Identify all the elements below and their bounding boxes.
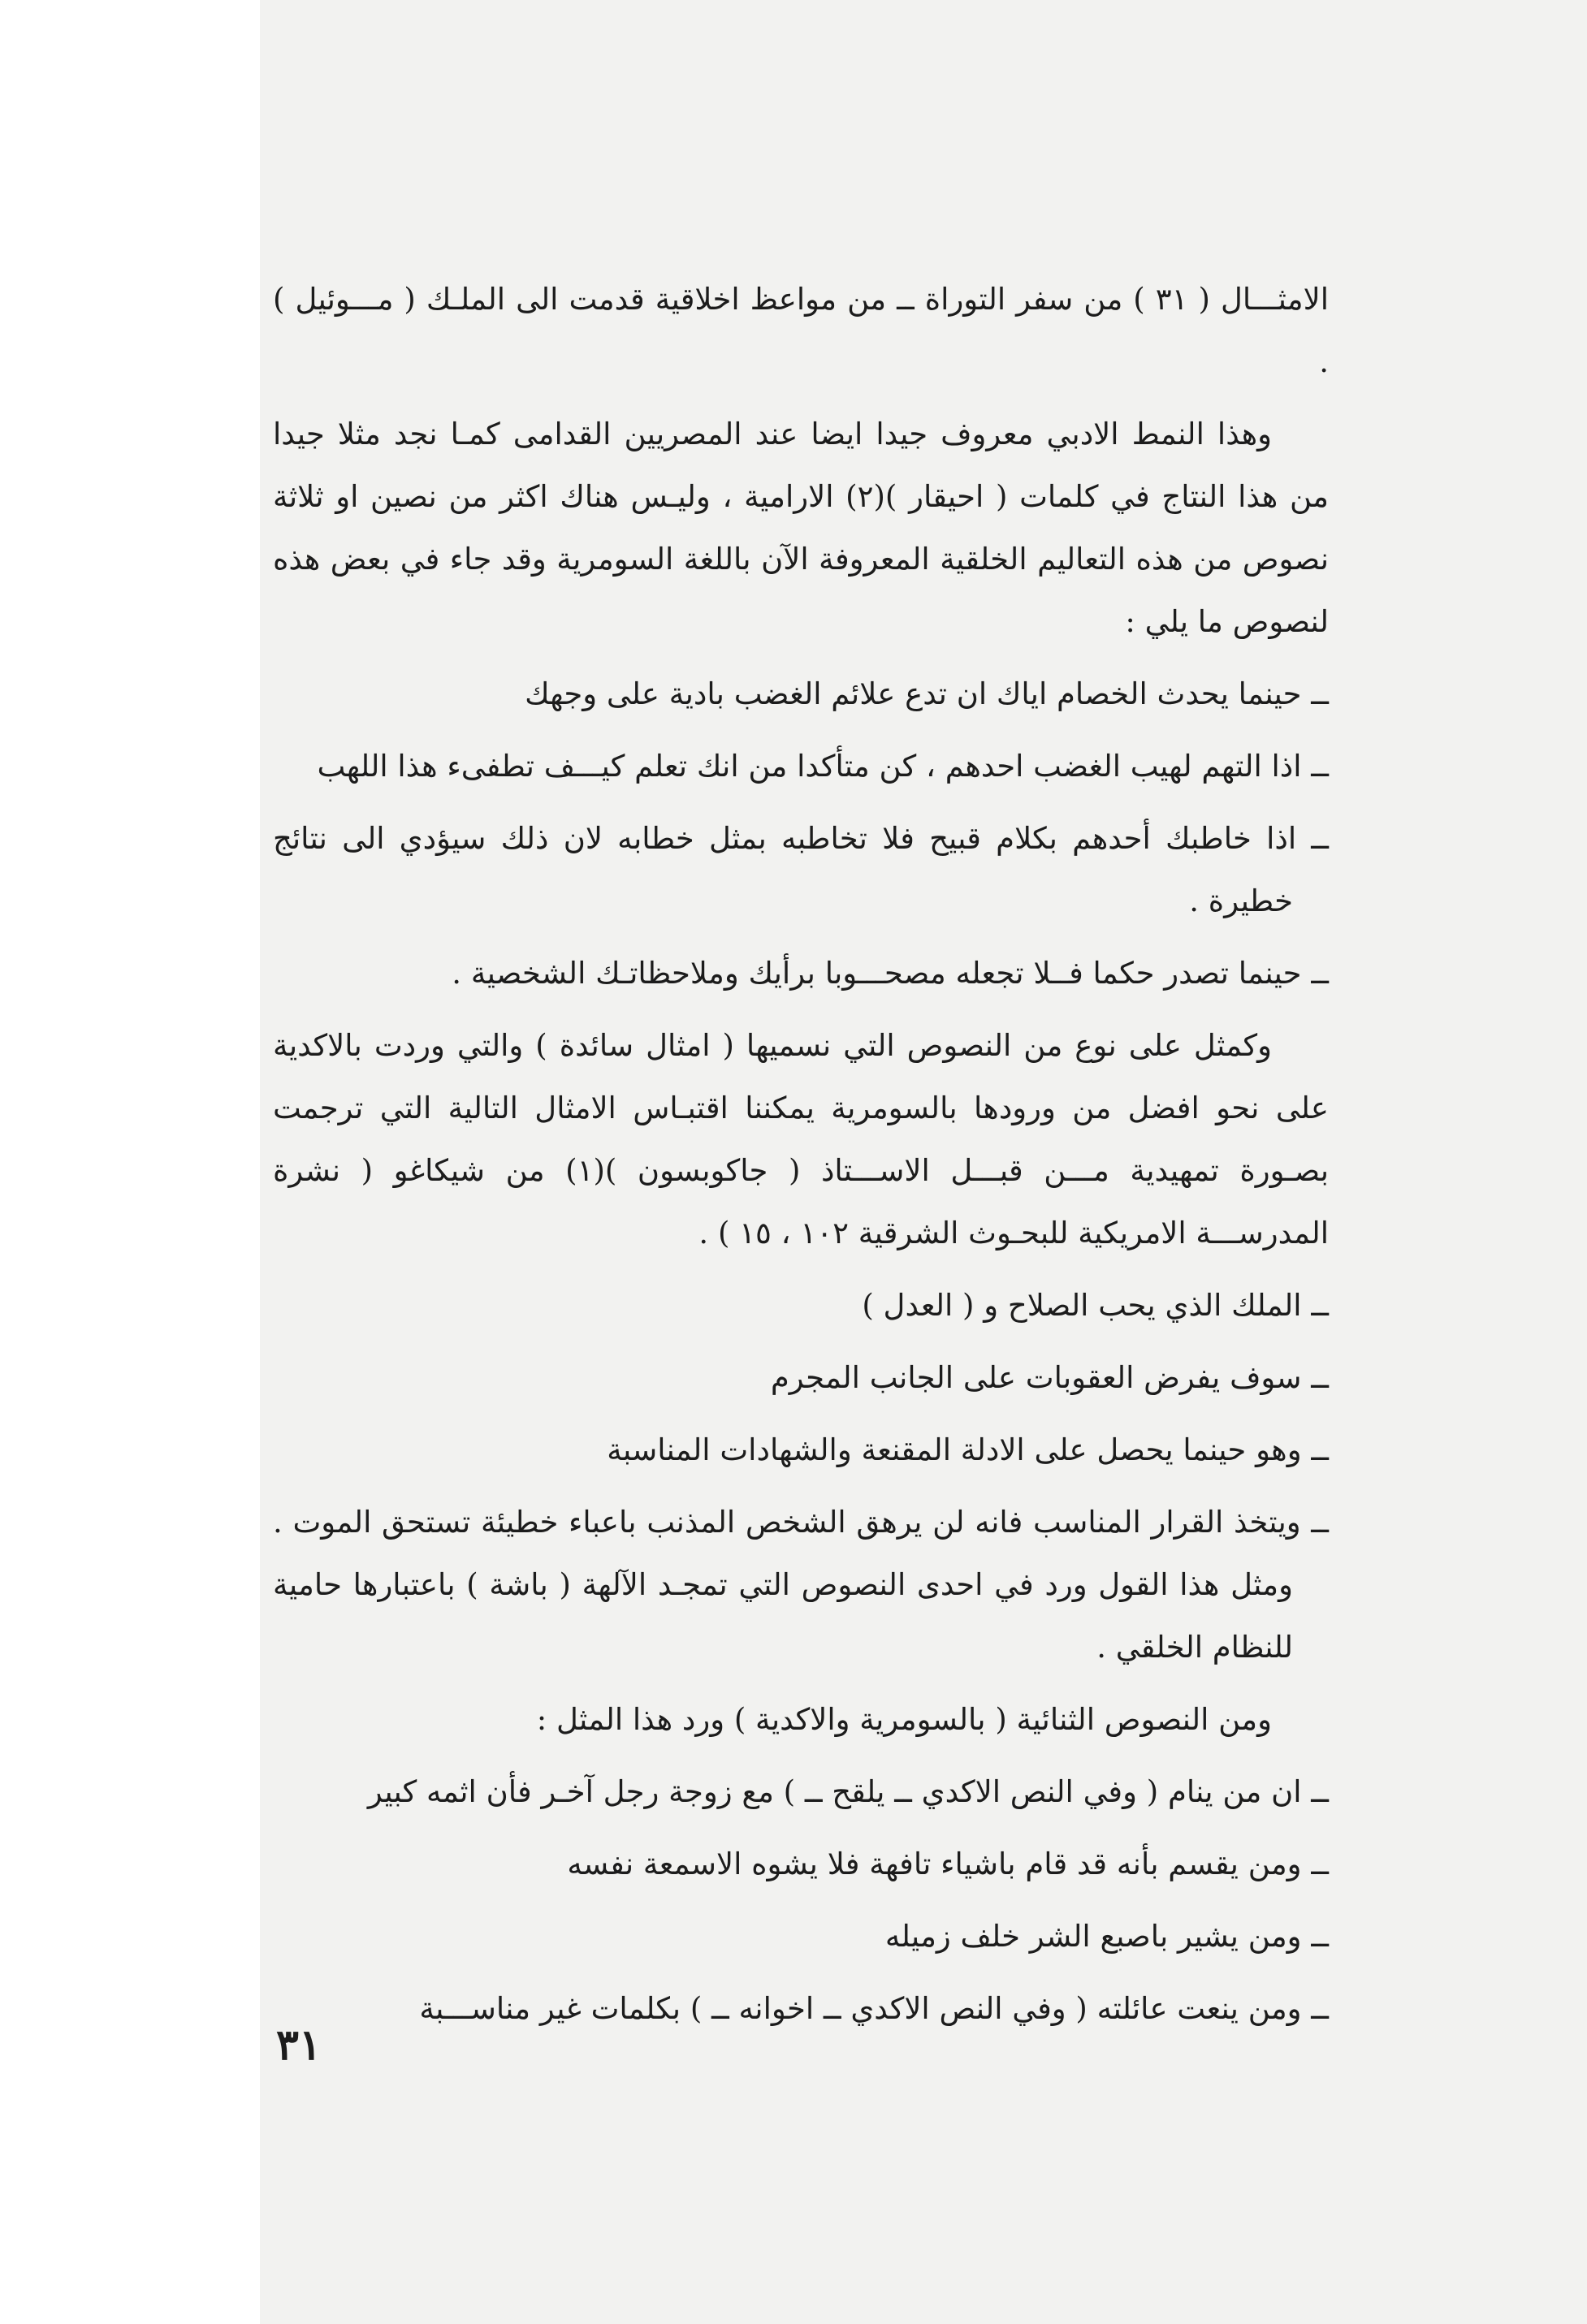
proverb-line: ــ ومن ينعت عائلته ( وفي النص الاكدي ــ اخوانه ــ ) بكلمات غير مناســـبة <box>419 1991 1329 2026</box>
body-text <box>273 268 1329 2050</box>
page-number: ٣١ <box>276 2020 322 2070</box>
proverb-line: ــ ان من ينام ( وفي النص الاكدي ــ يلقح ــ ) مع زوجة رجل آخـر فأن اثمه كبير <box>367 1774 1329 1809</box>
paragraph: ومن النصوص الثنائية ( بالسومرية والاكدية ) ورد هذا المثل : <box>536 1702 1272 1737</box>
proverb-line: ــ ويتخذ القرار المناسب فانه لن يرهق الشخص المذنب باعباء خطيئة تستحق الموت . ومثل هذا القول ورد في احدى النصوص التي تمجـد الآلهة ( باشة ) باعتبارها حامية للنظام الخلقي . <box>273 1505 1329 1665</box>
proverb-line: ــ سوف يفرض العقوبات على الجانب المجرم <box>770 1360 1329 1395</box>
paragraph: الامثـــال ( ٣١ ) من سفر التوراة ــ من مواعظ اخلاقية قدمت الى الملـك ( مـــوئيل ) . <box>273 282 1329 379</box>
proverb-line: ــ حينما تصدر حكما فــلا تجعله مصحـــوبا برأيك وملاحظاتـك الشخصية . <box>452 956 1329 991</box>
proverb-line: ــ حينما يحدث الخصام اياك ان تدع علائم الغضب بادية على وجهك <box>525 676 1329 711</box>
paragraph: وكمثل على نوع من النصوص التي نسميها ( امثال سائدة ) والتي وردت بالاكدية على نحو افضل من ورودها بالسومرية يمكننا اقتبـاس الامثال التالية التي ترجمت بصـورة تمهيدية مـــن قبـــل الاســـتاذ ( جاكوبسون )(١) من شيكاغو ( نشرة المدرســـة الامريكية للبحـوث الشرقية ١٠٢ ، ١٥ ) . <box>273 1028 1330 1251</box>
proverb-line: ــ الملك الذي يحب الصلاح و ( العدل ) <box>862 1288 1329 1323</box>
paragraph: وهذا النمط الادبي معروف جيدا ايضا عند المصريين القدامى كمـا نجد مثلا جيدا من هذا النتاج في كلمات ( احيقار )(٢) الارامية ، وليـس هناك اكثر من نصين او ثلاثة نصوص من هذه التعاليم الخلقية المعروفة الآن باللغة السومرية وقد جاء في بعض هذه لنصوص ما يلي : <box>273 417 1330 639</box>
proverb-line: ــ ومن يشير باصبع الشر خلف زميله <box>884 1919 1329 1954</box>
proverb-line: ــ ومن يقسم بأنه قد قام باشياء تافهة فلا يشوه الاسمعة نفسه <box>567 1847 1329 1881</box>
proverb-line: ــ اذا التهم لهيب الغضب احدهم ، كن متأكدا من انك تعلم كيـــف تطفىء هذا اللهب <box>317 749 1329 784</box>
proverb-line: ــ وهو حينما يحصل على الادلة المقنعة والشهادات المناسبة <box>607 1432 1329 1467</box>
proverb-line: ــ اذا خاطبك أحدهم بكلام قبيح فلا تخاطبه بمثل خطابه لان ذلك سيؤدي الى نتائج خطيرة . <box>273 821 1329 918</box>
